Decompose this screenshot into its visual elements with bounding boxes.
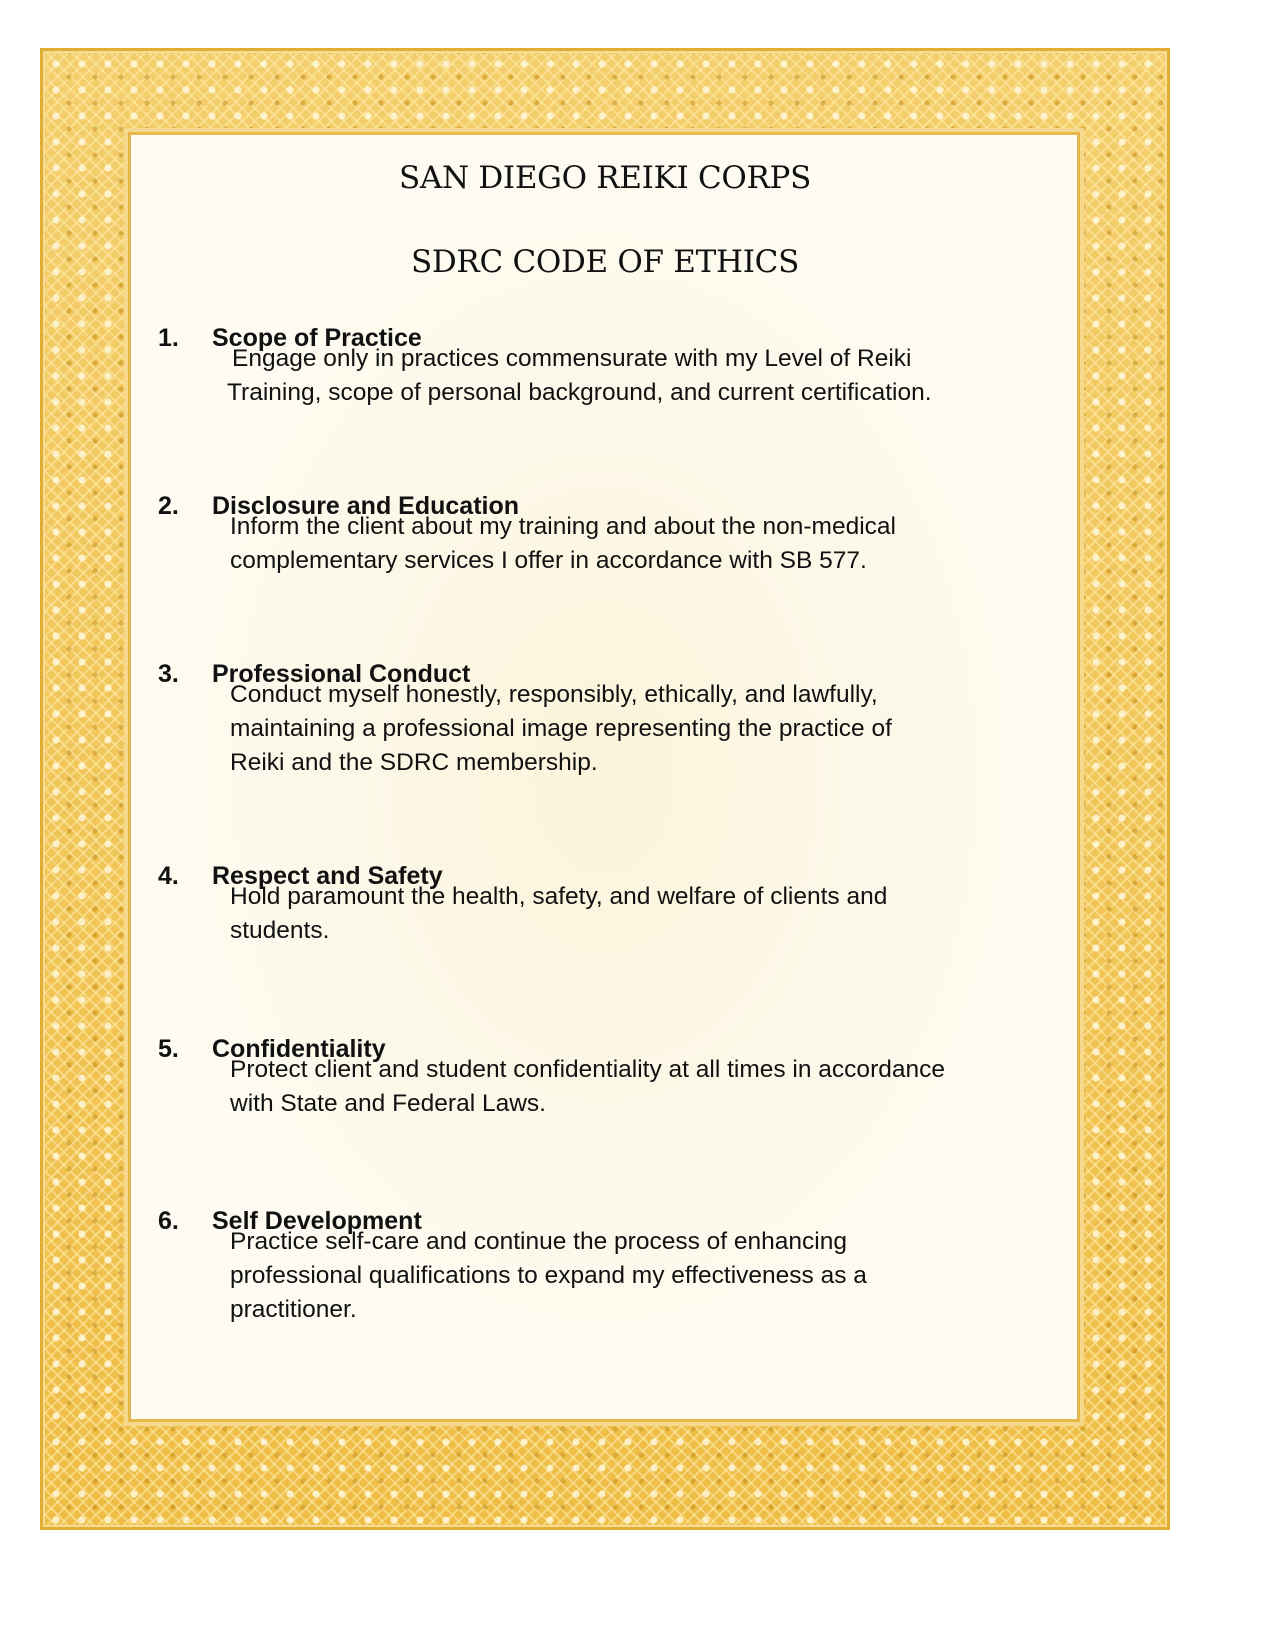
description-line: maintaining a professional image representing the practice of bbox=[230, 715, 892, 742]
item-description bbox=[230, 510, 1050, 578]
description-line: professional qualifications to expand my effectiveness as a bbox=[230, 1262, 867, 1289]
item-title: Confidentiality bbox=[212, 1035, 386, 1063]
document-title: SDRC CODE OF ETHICS bbox=[410, 244, 800, 280]
item-description bbox=[230, 1053, 1050, 1121]
description-line: practitioner. bbox=[230, 1296, 357, 1323]
description-line: Engage only in practices commensurate with my Level of Reiki bbox=[232, 345, 912, 372]
item-title: Professional Conduct bbox=[212, 660, 471, 688]
description-line: Inform the client about my training and about the non-medical bbox=[230, 513, 896, 540]
item-description bbox=[230, 880, 1050, 948]
item-title: Self Development bbox=[212, 1207, 422, 1235]
description-line: Practice self-care and continue the process of enhancing bbox=[230, 1228, 847, 1255]
item-description bbox=[230, 678, 1050, 780]
description-line: complementary services I offer in accordance with SB 577. bbox=[230, 547, 867, 574]
description-line: Conduct myself honestly, responsibly, ethically, and lawfully, bbox=[230, 681, 878, 708]
description-line: students. bbox=[230, 917, 330, 944]
description-line: with State and Federal Laws. bbox=[230, 1090, 546, 1117]
description-line: Hold paramount the health, safety, and welfare of clients and bbox=[230, 883, 888, 910]
description-line: Protect client and student confidentiality at all times in accordance bbox=[230, 1056, 945, 1083]
item-number: 1. bbox=[158, 324, 179, 352]
item-title: Disclosure and Education bbox=[212, 492, 520, 520]
item-number: 2. bbox=[158, 492, 179, 520]
item-title: Scope of Practice bbox=[212, 324, 422, 352]
item-title: Respect and Safety bbox=[212, 862, 443, 890]
item-description bbox=[227, 342, 1050, 410]
item-number: 6. bbox=[158, 1207, 179, 1235]
item-number: 3. bbox=[158, 660, 179, 688]
description-line: Training, scope of personal background, and current certification. bbox=[227, 379, 932, 406]
item-number: 4. bbox=[158, 862, 179, 890]
item-number: 5. bbox=[158, 1035, 179, 1063]
item-description bbox=[230, 1225, 1050, 1327]
organization-title: SAN DIEGO REIKI CORPS bbox=[398, 160, 812, 196]
description-line: Reiki and the SDRC membership. bbox=[230, 749, 598, 776]
